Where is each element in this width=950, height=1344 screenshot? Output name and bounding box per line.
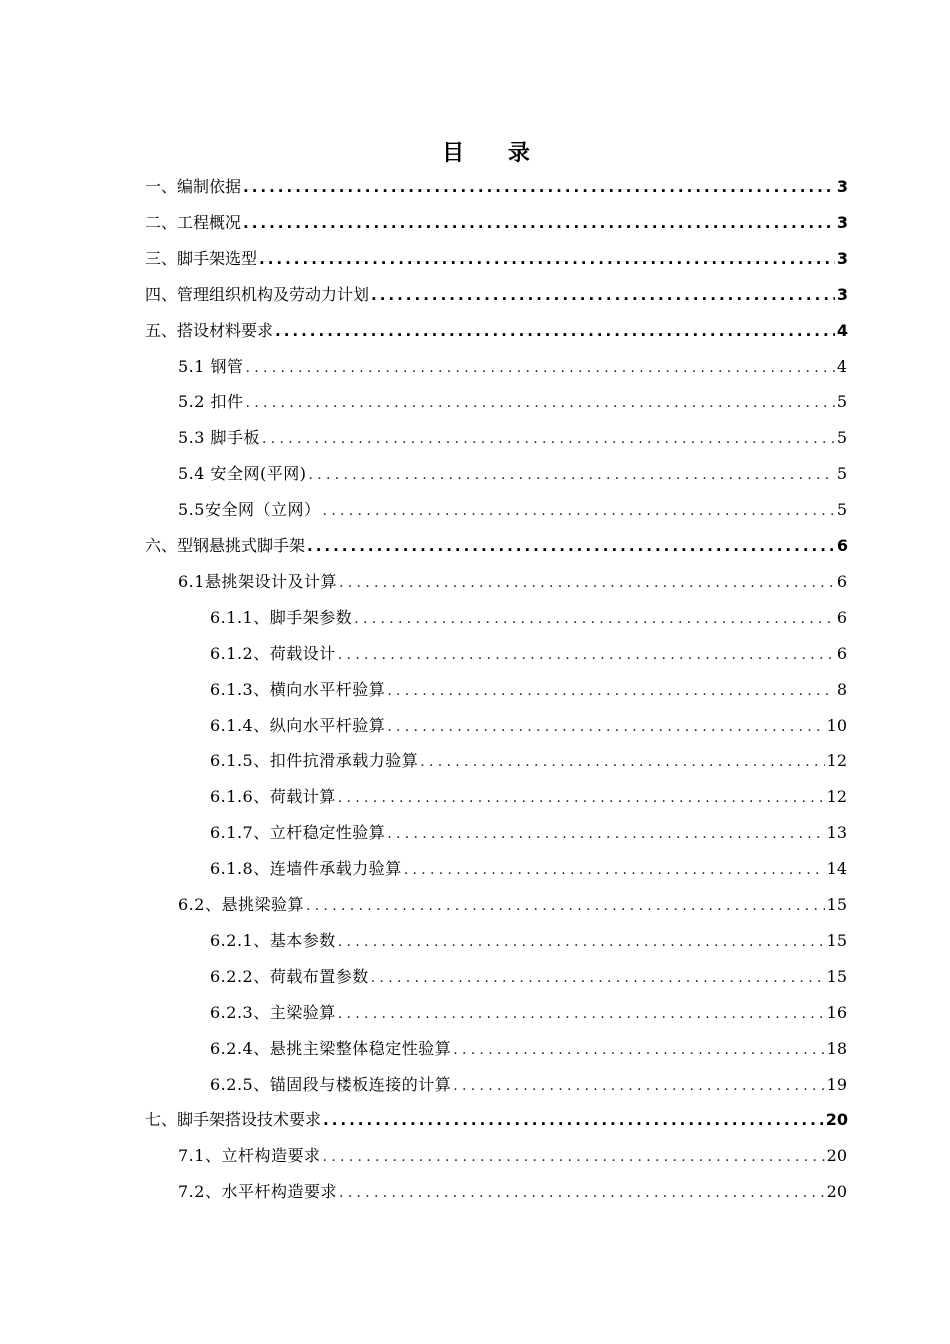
toc-entry[interactable] bbox=[210, 603, 847, 633]
toc-entry-page-number: 15 bbox=[826, 966, 847, 986]
toc-entry-label: 6.1.5、扣件抗滑承载力验算 bbox=[210, 751, 419, 771]
toc-dot-leader bbox=[338, 998, 825, 1028]
toc-entry-label: 6.1悬挑架设计及计算 bbox=[178, 571, 337, 591]
toc-entry-page-number: 18 bbox=[826, 1038, 847, 1058]
toc-entry-page-number: 12 bbox=[826, 751, 847, 771]
toc-entry-page-number: 10 bbox=[826, 715, 847, 735]
toc-entry[interactable] bbox=[210, 1070, 847, 1100]
toc-entry-label: 6.1.8、连墙件承载力验算 bbox=[210, 859, 402, 879]
toc-entry[interactable] bbox=[178, 423, 847, 453]
toc-entry-page-number: 6 bbox=[836, 607, 847, 627]
toc-entry[interactable] bbox=[210, 782, 847, 812]
toc-entry[interactable] bbox=[178, 890, 847, 920]
toc-entry-label: 6.1.7、立杆稳定性验算 bbox=[210, 823, 386, 843]
toc-entry[interactable] bbox=[210, 962, 847, 992]
toc-dot-leader bbox=[243, 172, 835, 202]
toc-entry-page-number: 3 bbox=[836, 177, 848, 196]
toc-entry-label: 五、搭设材料要求 bbox=[145, 320, 274, 340]
toc-entry-page-number: 4 bbox=[836, 320, 848, 340]
toc-dot-leader bbox=[309, 459, 835, 489]
toc-dot-leader bbox=[387, 675, 835, 705]
toc-dot-leader bbox=[420, 746, 824, 776]
toc-entry-label: 6.2.4、悬挑主梁整体稳定性验算 bbox=[210, 1038, 452, 1058]
toc-dot-leader bbox=[246, 387, 835, 417]
toc-dot-leader bbox=[339, 1177, 825, 1207]
toc-entry[interactable] bbox=[210, 818, 847, 848]
toc-entry-label: 5.4 安全网(平网) bbox=[178, 464, 307, 484]
toc-entry-page-number: 13 bbox=[826, 823, 847, 843]
toc-entry-page-number: 8 bbox=[836, 679, 847, 699]
toc-entry-label: 6.1.3、横向水平杆验算 bbox=[210, 679, 386, 699]
toc-entry[interactable] bbox=[178, 352, 847, 382]
toc-entry-page-number: 4 bbox=[836, 356, 847, 376]
toc-entry-page-number: 6 bbox=[836, 571, 847, 591]
toc-dot-leader bbox=[323, 1105, 824, 1135]
toc-entry-label: 5.1 钢管 bbox=[178, 356, 244, 376]
toc-dot-leader bbox=[243, 208, 835, 238]
toc-title: 目 录 bbox=[442, 141, 548, 166]
toc-dot-leader bbox=[275, 316, 835, 346]
toc-dot-leader bbox=[387, 711, 824, 741]
toc-entry[interactable] bbox=[178, 1177, 847, 1207]
toc-dot-leader bbox=[307, 531, 835, 561]
toc-dot-leader bbox=[387, 818, 824, 848]
toc-entry[interactable] bbox=[145, 316, 848, 346]
toc-entry-label: 6.2.5、锚固段与楼板连接的计算 bbox=[210, 1074, 452, 1094]
toc-dot-leader bbox=[262, 423, 835, 453]
toc-entry-page-number: 6 bbox=[836, 643, 847, 663]
toc-dot-leader bbox=[338, 782, 825, 812]
toc-entry-page-number: 19 bbox=[826, 1074, 847, 1094]
toc-entry-page-number: 3 bbox=[836, 248, 848, 268]
toc-dot-leader bbox=[259, 244, 835, 274]
toc-entry[interactable] bbox=[145, 172, 848, 202]
toc-entry-page-number: 3 bbox=[836, 284, 848, 304]
toc-entry-label: 三、脚手架选型 bbox=[145, 248, 258, 268]
toc-entry-label: 二、工程概况 bbox=[145, 212, 242, 232]
toc-entry[interactable] bbox=[178, 567, 847, 597]
toc-entry[interactable] bbox=[210, 998, 847, 1028]
toc-entry-page-number: 20 bbox=[826, 1146, 847, 1166]
toc-dot-leader bbox=[371, 280, 835, 310]
toc-entry-label: 六、型钢悬挑式脚手架 bbox=[145, 536, 306, 555]
toc-entry[interactable] bbox=[210, 639, 847, 669]
toc-entry-page-number: 16 bbox=[826, 1002, 847, 1022]
toc-dot-leader bbox=[246, 352, 835, 382]
toc-entry-label: 七、脚手架搭设技术要求 bbox=[145, 1110, 322, 1130]
toc-entry-page-number: 5 bbox=[836, 464, 847, 484]
toc-entry-page-number: 12 bbox=[826, 787, 847, 807]
toc-entry-label: 6.2.1、基本参数 bbox=[210, 930, 336, 950]
toc-entry[interactable] bbox=[178, 1141, 847, 1171]
toc-entry-page-number: 15 bbox=[826, 895, 847, 914]
toc-entry-label: 6.1.4、纵向水平杆验算 bbox=[210, 715, 386, 735]
toc-entry[interactable] bbox=[210, 926, 847, 956]
toc-entry-label: 6.2.3、主梁验算 bbox=[210, 1002, 336, 1022]
toc-dot-leader bbox=[306, 890, 825, 920]
toc-entry-page-number: 5 bbox=[836, 500, 847, 520]
toc-entry-label: 6.2、悬挑梁验算 bbox=[178, 895, 304, 914]
toc-entry[interactable] bbox=[145, 280, 848, 310]
toc-entry-page-number: 5 bbox=[836, 428, 847, 448]
toc-entry-label: 5.5安全网（立网） bbox=[178, 500, 321, 520]
toc-dot-leader bbox=[338, 926, 825, 956]
toc-entry-label: 6.2.2、荷载布置参数 bbox=[210, 966, 369, 986]
toc-entry-page-number: 5 bbox=[836, 392, 847, 412]
toc-entry[interactable] bbox=[210, 1034, 847, 1064]
toc-entry[interactable] bbox=[145, 531, 848, 561]
toc-entry[interactable] bbox=[210, 854, 847, 884]
toc-entry-label: 7.2、水平杆构造要求 bbox=[178, 1182, 337, 1202]
toc-entry-label: 5.3 脚手板 bbox=[178, 428, 261, 448]
toc-entry[interactable] bbox=[145, 244, 848, 274]
toc-entry[interactable] bbox=[178, 495, 847, 525]
toc-entry-label: 一、编制依据 bbox=[145, 177, 242, 196]
toc-entry[interactable] bbox=[178, 387, 847, 417]
toc-entry-page-number: 3 bbox=[836, 212, 848, 232]
toc-entry-page-number: 20 bbox=[825, 1110, 848, 1130]
toc-dot-leader bbox=[371, 962, 825, 992]
toc-entry[interactable] bbox=[178, 459, 847, 489]
toc-entry-page-number: 20 bbox=[826, 1182, 847, 1202]
toc-dot-leader bbox=[404, 854, 825, 884]
toc-dot-leader bbox=[453, 1070, 824, 1100]
toc-entry-page-number: 6 bbox=[836, 536, 848, 555]
toc-entry[interactable] bbox=[210, 675, 847, 705]
toc-entry-label: 5.2 扣件 bbox=[178, 392, 244, 412]
toc-entry-label: 6.1.1、脚手架参数 bbox=[210, 607, 353, 627]
toc-entry[interactable] bbox=[210, 746, 847, 776]
toc-entry[interactable] bbox=[145, 1105, 848, 1135]
toc-entry-page-number: 14 bbox=[826, 859, 847, 879]
toc-entry-page-number: 15 bbox=[826, 930, 847, 950]
toc-dot-leader bbox=[453, 1034, 824, 1064]
toc-entry-label: 6.1.6、荷载计算 bbox=[210, 787, 336, 807]
toc-dot-leader bbox=[339, 567, 835, 597]
toc-entry-label: 四、管理组织机构及劳动力计划 bbox=[145, 284, 370, 304]
toc-dot-leader bbox=[322, 1141, 824, 1171]
toc-dot-leader bbox=[338, 639, 835, 669]
toc-entry[interactable] bbox=[145, 208, 848, 238]
toc-entry-label: 7.1、立杆构造要求 bbox=[178, 1146, 321, 1166]
toc-dot-leader bbox=[322, 495, 834, 525]
toc-entry-label: 6.1.2、荷载设计 bbox=[210, 643, 336, 663]
toc-dot-leader bbox=[354, 603, 835, 633]
toc-entry[interactable] bbox=[210, 711, 847, 741]
